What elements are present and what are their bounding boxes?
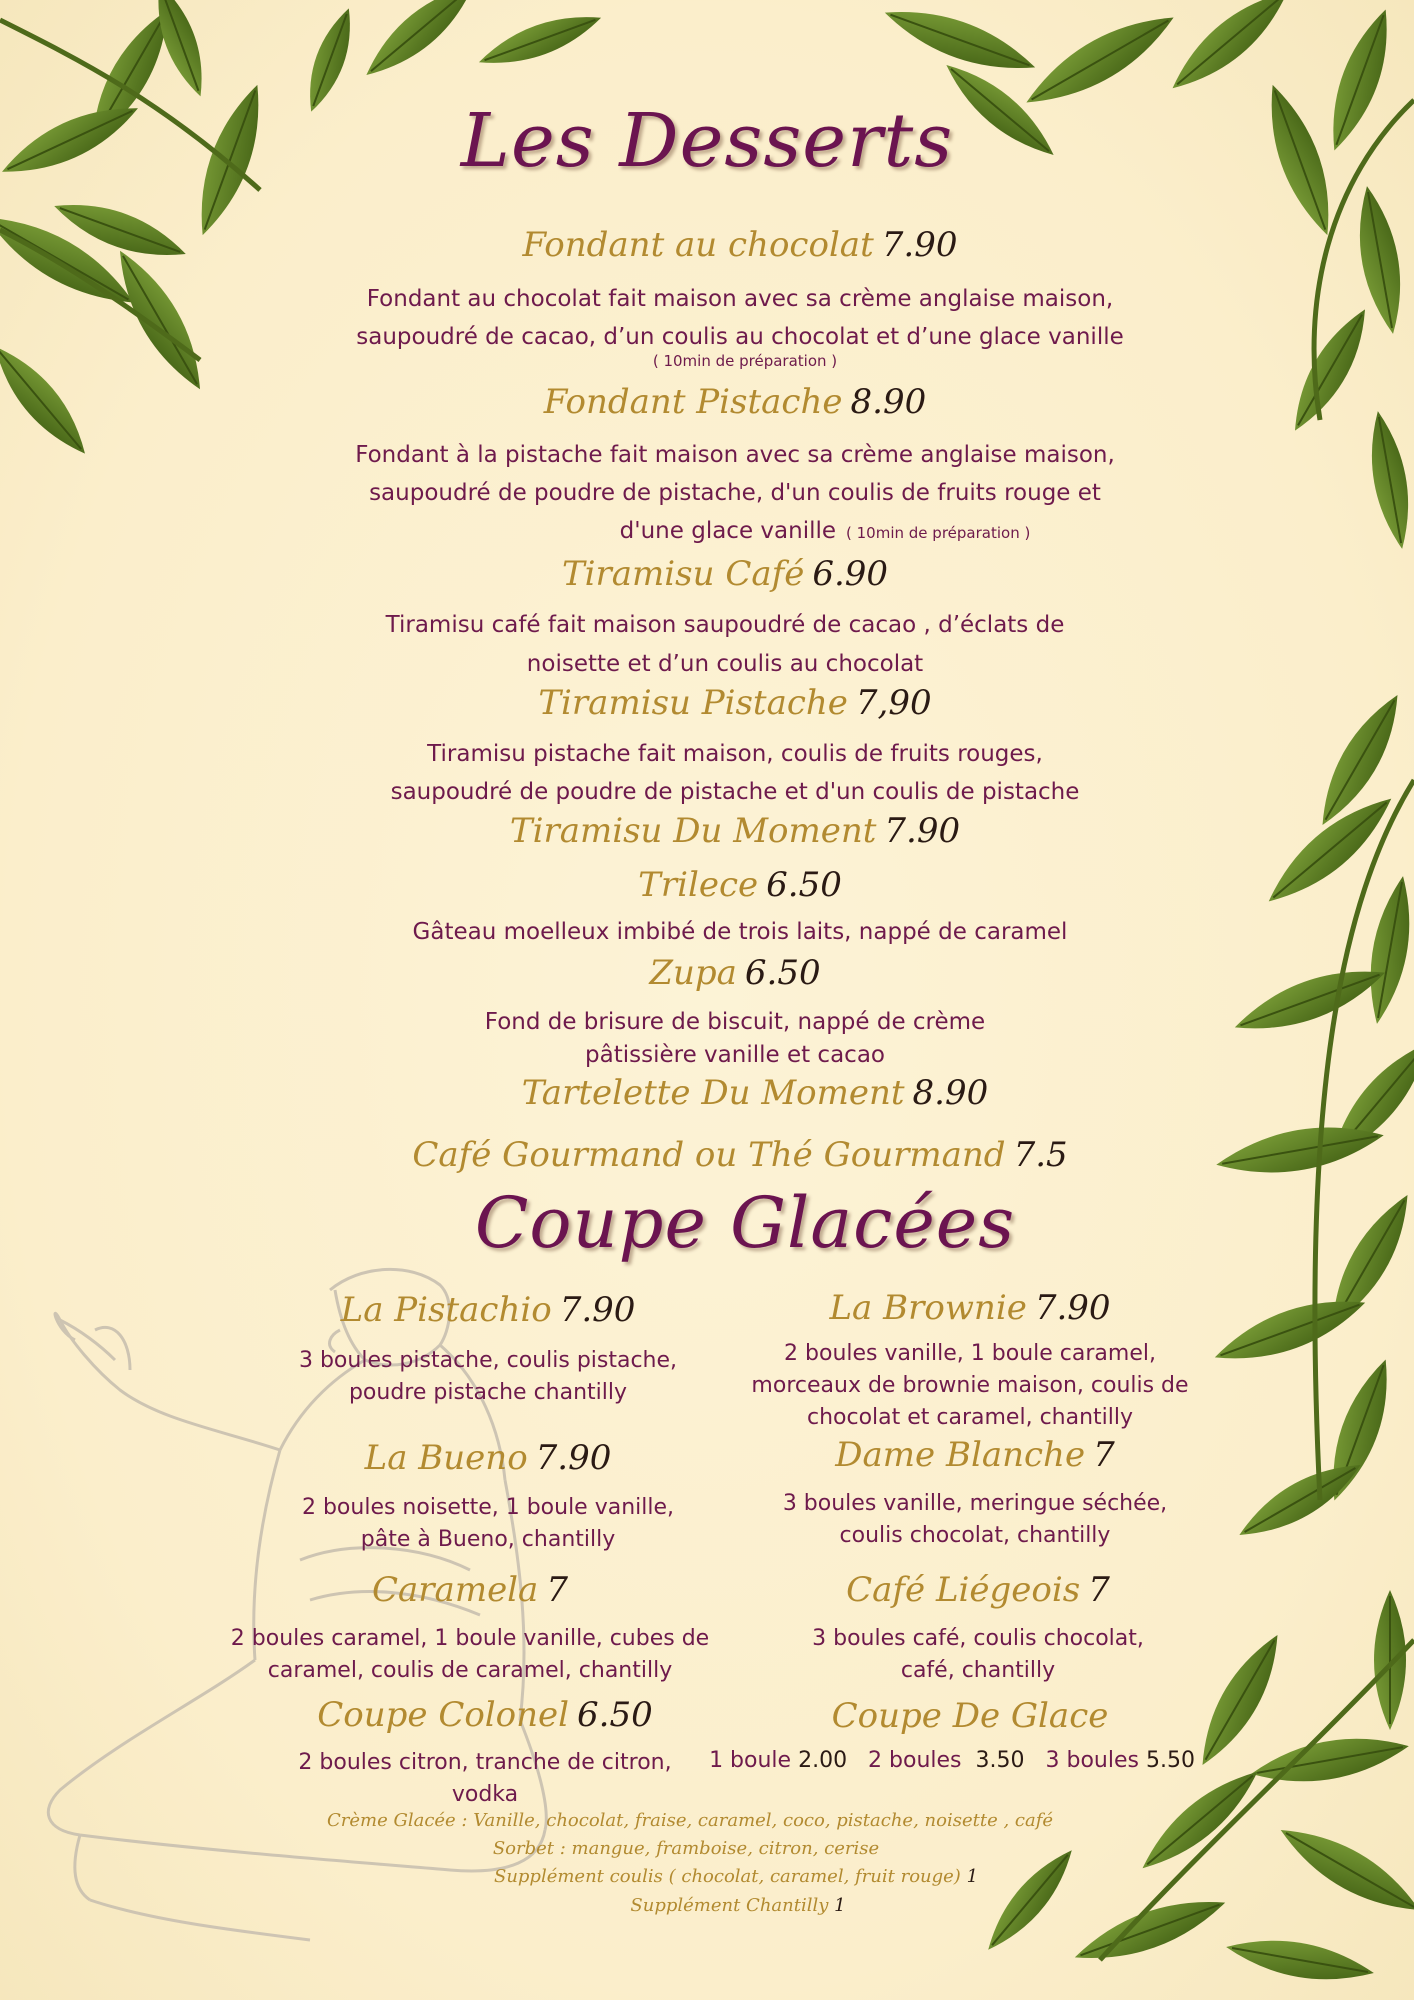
- description-line: pâtissière vanille et cacao: [585, 1042, 885, 1068]
- item-description: [391, 773, 1080, 812]
- item-description: 2 boules caramel, 1 boule vanille, cubes de: [230, 1626, 710, 1651]
- leaf-vein: [1032, 21, 1169, 100]
- dessert-item: [522, 1073, 988, 1113]
- item-name: Fondant Pistache: [543, 382, 843, 422]
- leaf-shape: [355, 0, 484, 88]
- description-line: saupoudré de cacao, d’un coulis au chocolat et d’une glace vanille: [356, 324, 1124, 350]
- leaf-vein: [1298, 315, 1362, 426]
- item-description: coulis chocolat, chantilly: [839, 1523, 1111, 1548]
- item-name: La Pistachio: [340, 1290, 552, 1330]
- option-label: 3 boules: [1045, 1748, 1139, 1773]
- description-line: Tiramisu pistache fait maison, coulis de fruits rouges,: [427, 741, 1043, 767]
- item-description: [369, 474, 1101, 513]
- item-name: Tiramisu Pistache: [538, 683, 848, 723]
- description-line: Gâteau moelleux imbibé de trois laits, nappé de caramel: [412, 919, 1068, 945]
- footer-coulis-price: 1: [966, 1866, 979, 1887]
- leaf-vein: [951, 69, 1049, 151]
- item-description: poudre pistache chantilly: [348, 1380, 628, 1405]
- description-line: d'une glace vanille: [619, 518, 837, 544]
- leaf-vein: [7, 111, 132, 169]
- coupe-item: [317, 1695, 653, 1735]
- leaf-vein: [992, 1855, 1068, 1945]
- item-name: Coupe De Glace: [831, 1696, 1109, 1736]
- item-description: pâte à Bueno, chantilly: [360, 1527, 616, 1552]
- item-name: Café Liégeois: [846, 1570, 1081, 1610]
- description-line: Fond de brisure de biscuit, nappé de crème: [484, 1009, 986, 1035]
- footer-chantilly-label: Supplément Chantilly: [630, 1895, 829, 1916]
- item-description: 3 boules pistache, coulis pistache,: [298, 1348, 678, 1373]
- item-name: Fondant au chocolat: [522, 225, 874, 265]
- item-description: [585, 1036, 885, 1075]
- leaf-shape: [0, 335, 98, 464]
- item-description: chocolat et caramel, chantilly: [806, 1405, 1134, 1430]
- footer-creme: Crème Glacée : Vanille, chocolat, fraise, caramel, coco, pistache, noisette , café: [326, 1810, 1054, 1831]
- description-line: noisette et d’un coulis au chocolat: [526, 651, 924, 677]
- item-description: [413, 913, 1068, 952]
- item-description: 2 boules noisette, 1 boule vanille,: [301, 1495, 675, 1520]
- item-description: caramel, coulis de caramel, chantilly: [267, 1658, 673, 1683]
- item-name: La Brownie: [829, 1288, 1027, 1328]
- item-name: Dame Blanche: [835, 1435, 1086, 1475]
- item-price: 8.90: [912, 1073, 989, 1113]
- item-description: vodka: [451, 1782, 519, 1807]
- footer-coulis-label: Supplément coulis ( chocolat, caramel, fruit rouge): [493, 1866, 961, 1887]
- coupe-de-glace-prices: [709, 1748, 1195, 1773]
- leaf-shape: [1271, 1814, 1414, 1927]
- leaf-shape: [1360, 873, 1414, 1027]
- prep-note: ( 10min de préparation ): [846, 524, 1031, 542]
- item-price: 7,90: [855, 683, 932, 723]
- dessert-item: [510, 811, 960, 851]
- description-line: Tiramisu café fait maison saupoudré de cacao , d’éclats de: [385, 612, 1065, 638]
- option-price: 3.50: [975, 1748, 1025, 1773]
- item-price: 7.90: [559, 1290, 636, 1330]
- leaf-shape: [1161, 0, 1299, 102]
- option-price: 2.00: [798, 1748, 848, 1773]
- coupe-item: [846, 1570, 1110, 1610]
- coupe-item: [341, 1290, 636, 1330]
- footer-coulis: [494, 1866, 978, 1887]
- item-name: Tartelette Du Moment: [521, 1073, 905, 1113]
- coupe-item: [835, 1435, 1114, 1475]
- item-price: 7: [546, 1570, 568, 1610]
- option-label: 1 boule: [709, 1748, 792, 1773]
- item-description: 2 boules vanille, 1 boule caramel,: [784, 1341, 1156, 1366]
- item-price: 7.90: [535, 1438, 612, 1478]
- item-price: 7: [1088, 1570, 1110, 1610]
- item-price: 6.50: [766, 865, 842, 905]
- item-price: 8.90: [850, 382, 927, 422]
- footer-chantilly: [630, 1895, 845, 1916]
- desserts-title: Les Desserts: [460, 98, 954, 184]
- item-name: Tiramisu Du Moment: [509, 811, 877, 851]
- prep-note: ( 10min de préparation ): [652, 352, 838, 370]
- item-name: Tiramisu Café: [561, 554, 805, 594]
- dessert-item: [412, 1135, 1067, 1175]
- item-description: [367, 280, 1113, 319]
- item-description: [527, 645, 923, 684]
- item-price: 7.90: [884, 811, 961, 851]
- item-description: 3 boules café, coulis chocolat,: [812, 1626, 1144, 1651]
- item-description: 3 boules vanille, meringue séchée,: [782, 1491, 1168, 1516]
- coupe-item: [829, 1288, 1110, 1328]
- leaf-vein: [123, 256, 197, 384]
- item-price: 6.50: [744, 953, 821, 993]
- dessert-item: [538, 683, 931, 723]
- item-price: 7.90: [1034, 1288, 1111, 1328]
- item-name: La Bueno: [364, 1438, 528, 1478]
- dessert-item: [638, 865, 842, 905]
- item-price: 7.5: [1013, 1135, 1068, 1175]
- description-line: saupoudré de poudre de pistache et d'un coulis de pistache: [390, 779, 1080, 805]
- coupes-title: Coupe Glacées: [474, 1182, 1016, 1264]
- leaf-vein: [1286, 1833, 1414, 1907]
- item-name: Zupa: [649, 953, 737, 993]
- item-description: [355, 436, 1115, 475]
- item-price: 6.90: [812, 554, 889, 594]
- option-label: 2 boules: [868, 1748, 962, 1773]
- description-line: Fondant au chocolat fait maison avec sa crème anglaise maison,: [366, 286, 1114, 312]
- item-name: Caramela: [372, 1570, 539, 1610]
- item-description: [427, 735, 1043, 774]
- description-line: saupoudré de poudre de pistache, d'un coulis de fruits rouge et: [369, 480, 1101, 506]
- item-name: Trilece: [638, 865, 759, 905]
- option-price: 5.50: [1145, 1748, 1195, 1773]
- leaf-vein: [1206, 1640, 1275, 1760]
- footer-chantilly-price: 1: [834, 1895, 846, 1916]
- item-name: Café Gourmand ou Thé Gourmand: [412, 1135, 1006, 1175]
- coupe-item: [372, 1570, 568, 1610]
- item-price: 7.90: [881, 225, 958, 265]
- leaf-shape: [1362, 408, 1414, 551]
- coupe-item: [365, 1438, 612, 1478]
- description-line: Fondant à la pistache fait maison avec sa crème anglaise maison,: [355, 442, 1115, 468]
- item-description: [386, 606, 1065, 645]
- item-description: [620, 512, 1031, 553]
- item-price: 7: [1093, 1435, 1115, 1475]
- dessert-item: [523, 225, 958, 265]
- dessert-item: [562, 554, 888, 594]
- footer-sorbet: Sorbet : mangue, framboise, citron, cerise: [492, 1838, 880, 1859]
- leaf-vein: [1245, 1468, 1356, 1532]
- leaf-vein: [0, 351, 81, 449]
- item-description: 2 boules citron, tranche de citron,: [298, 1750, 672, 1775]
- dessert-item: [649, 953, 820, 993]
- item-description: morceaux de brownie maison, coulis de: [751, 1373, 1189, 1398]
- item-price: 6.50: [577, 1695, 653, 1735]
- coupe-de-glace: [832, 1696, 1109, 1736]
- item-description: café, chantilly: [900, 1658, 1056, 1683]
- item-name: Coupe Colonel: [317, 1695, 570, 1735]
- dessert-item: [544, 382, 926, 422]
